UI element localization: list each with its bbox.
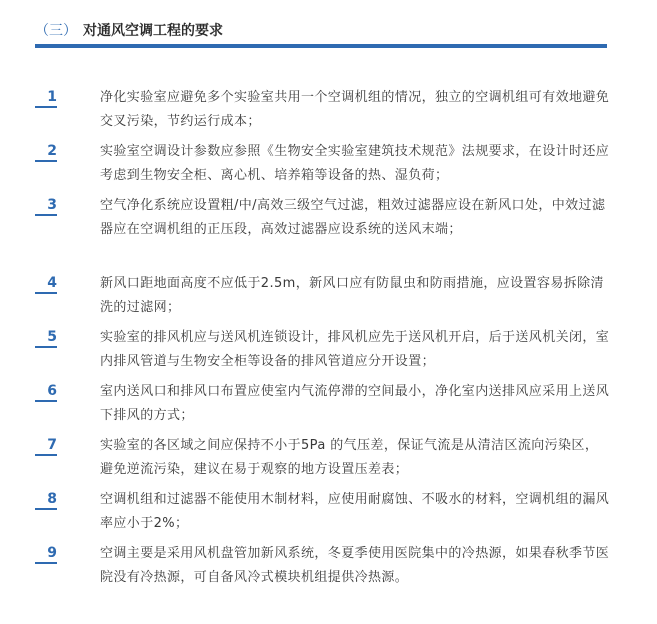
item-text: 室内送风口和排风口布置应使室内气流停滞的空间最小，净化室内送排风应采用上送风下排风的方式； [100, 384, 610, 423]
list-item [35, 434, 610, 488]
item-number-underline [35, 508, 57, 510]
item-number-underline [35, 160, 57, 162]
item-text: 净化实验室应避免多个实验室共用一个空调机组的情况，独立的空调机组可有效地避免交叉污染，节约运行成本； [100, 90, 610, 129]
item-number: 2 [47, 143, 57, 159]
list-item [35, 542, 610, 596]
item-number-underline [35, 292, 57, 294]
requirements-list [35, 86, 610, 596]
item-number-underline [35, 106, 57, 108]
list-item [35, 326, 610, 380]
item-number: 5 [47, 329, 57, 345]
item-text: 实验室空调设计参数应参照《生物安全实验室建筑技术规范》法规要求，在设计时还应考虑到生物安全柜、离心机、培养箱等设备的热、湿负荷； [100, 144, 610, 183]
item-number: 3 [47, 197, 57, 213]
item-number: 6 [47, 383, 57, 399]
item-number-underline [35, 562, 57, 564]
list-item [35, 488, 610, 542]
section-number: （三） [35, 23, 77, 39]
item-number: 1 [47, 89, 57, 105]
item-text: 空调机组和过滤器不能使用木制材料，应使用耐腐蚀、不吸水的材料，空调机组的漏风率应小于2%； [100, 492, 610, 531]
item-number: 4 [47, 275, 57, 291]
item-number-underline [35, 454, 57, 456]
item-number-underline [35, 346, 57, 348]
section-heading: 对通风空调工程的要求 [83, 23, 223, 39]
item-number: 9 [47, 545, 57, 561]
item-number-underline [35, 214, 57, 216]
item-text: 新风口距地面高度不应低于2.5m，新风口应有防鼠虫和防雨措施，应设置容易拆除清洗的过滤网； [100, 276, 604, 315]
item-text: 实验室的排风机应与送风机连锁设计，排风机应先于送风机开启，后于送风机关闭，室内排风管道与生物安全柜等设备的排风管道应分开设置； [100, 330, 610, 369]
item-number-underline [35, 400, 57, 402]
item-number: 8 [47, 491, 57, 507]
item-text: 空调主要是采用风机盘管加新风系统，冬夏季使用医院集中的冷热源，如果春秋季节医院没有冷热源，可自备风冷式模块机组提供冷热源。 [100, 546, 610, 585]
section-header [35, 18, 607, 48]
list-item [35, 140, 610, 194]
item-number: 7 [47, 437, 57, 453]
list-item [35, 86, 610, 140]
section-divider [35, 44, 607, 48]
item-text: 空气净化系统应设置粗/中/高效三级空气过滤，粗效过滤器应设在新风口处，中效过滤器应在空调机组的正压段，高效过滤器应设系统的送风末端； [100, 198, 606, 237]
list-item [35, 272, 610, 326]
list-item [35, 194, 610, 272]
item-text: 实验室的各区域之间应保持不小于5Pa 的气压差，保证气流是从清洁区流向污染区，避免逆流污染，建议在易于观察的地方设置压差表； [100, 438, 599, 477]
section-title [35, 22, 223, 40]
list-item [35, 380, 610, 434]
